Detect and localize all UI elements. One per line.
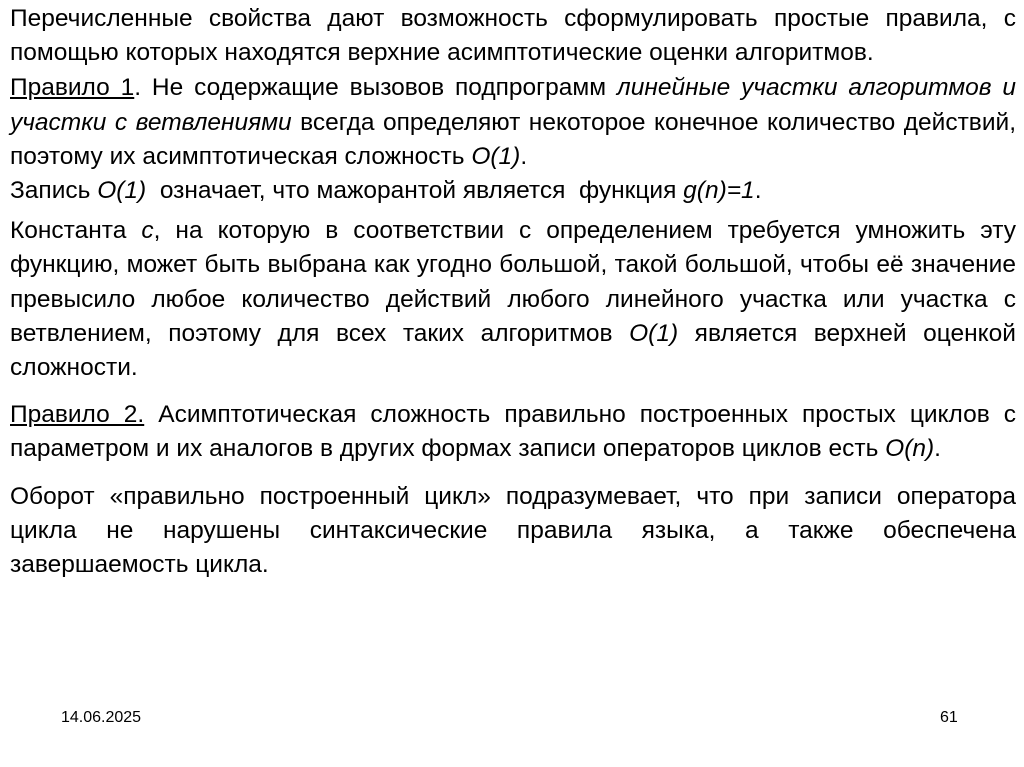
constant-variable: c	[141, 217, 154, 245]
rule1-after-label: . Не содержащие вызовов подпрограмм	[134, 74, 617, 102]
constant-paragraph	[10, 214, 1016, 385]
record-prefix: Запись	[10, 177, 98, 205]
rule2-complexity: O(n)	[885, 435, 935, 463]
rule2-text: Асимптотическая сложность правильно построенных простых циклов с параметром и их аналогов в других формах записи операторов циклов есть	[10, 401, 1017, 463]
rule2-label: Правило 2.	[10, 401, 145, 429]
record-notation: O(1)	[97, 177, 147, 205]
rule1-label: Правило 1	[10, 74, 135, 102]
record-end: .	[754, 177, 762, 205]
rule1-paragraph	[10, 71, 1016, 174]
footer-date: 14.06.2025	[61, 709, 142, 726]
intro-paragraph: Перечисленные свойства дают возможность сформулировать простые правила, с помощью которых находятся верхние асимптотические оценки алгоритмов.	[10, 5, 1016, 67]
record-function: g(n)=1	[683, 177, 755, 205]
record-middle: означает, что мажорантой является функция	[146, 177, 684, 205]
page-number: 61	[940, 709, 958, 726]
loop-paragraph: Оборот «правильно построенный цикл» подразумевает, что при записи оператора цикла не нарушены синтаксические правила языка, а также обеспечена завершаемость цикла.	[10, 482, 1016, 579]
rule2-paragraph	[10, 398, 1016, 466]
constant-notation: O(1)	[629, 319, 679, 347]
constant-middle: , на которую в соответствии с определением требуется умножить эту функцию, может быть выбрана как угодно большой, такой большой, чтобы её значение превысило любое количество действий любого линейного участка или участка с ветвлением, поэтому для всех таких алгоритмов	[10, 217, 1016, 347]
constant-prefix: Константа	[10, 217, 142, 245]
record-paragraph	[10, 174, 1016, 208]
rule1-complexity: O(1)	[471, 142, 521, 170]
rule2-end: .	[934, 435, 941, 463]
slide-body	[10, 2, 1016, 582]
rule1-italic-text: линейные участки алгоритмов и участки с ветвлениями	[10, 74, 1017, 136]
rule1-rest-text: всегда определяют некоторое конечное количество действий, поэтому их асимптотическая сложность	[10, 108, 1016, 170]
rule1-end: .	[520, 142, 528, 170]
constant-end: является верхней оценкой сложности.	[10, 319, 1016, 382]
